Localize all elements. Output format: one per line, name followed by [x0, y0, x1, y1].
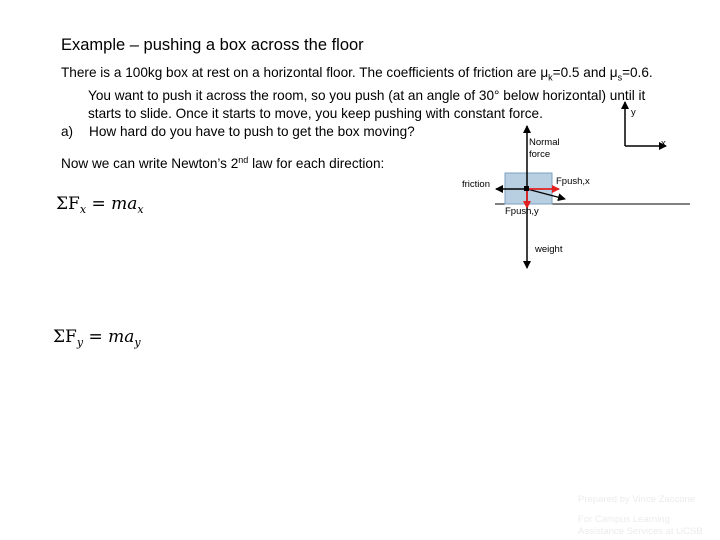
footer-credit: Prepared by Vince Zaccone — [578, 494, 696, 505]
push-x-label: Fpush,x — [556, 176, 590, 187]
weight-label: weight — [535, 244, 563, 255]
box-center-point — [524, 186, 529, 191]
axis-x-label: x — [661, 138, 666, 149]
push-y-label: Fpush,y — [505, 206, 539, 217]
problem-line-3: starts to slide. Once it starts to move, you keep pushing with constant force. — [88, 105, 543, 121]
problem-line-1: There is a 100kg box at rest on a horizontal floor. The coefficients of friction are $\mu_k=0.5$ and $\mu_s=0.6$. — [61, 65, 653, 83]
question-text: How hard do you have to push to get the box moving? — [89, 124, 415, 139]
axis-y-label: y — [631, 107, 636, 118]
normal-force-label-line1: Normal — [529, 137, 560, 148]
normal-force-label-line2: force — [529, 149, 551, 160]
friction-label: friction — [462, 179, 490, 190]
equation-y: $\Sigma F_y = ma_y$ — [53, 327, 141, 349]
slide-title: Example – pushing a box across the floor — [61, 36, 364, 54]
problem-line-2: You want to push it across the room, so you push (at an angle of 30° below horizontal) until it — [88, 88, 646, 104]
question-marker: a) — [61, 124, 74, 139]
equation-x: $\Sigma F_x = ma_x$ — [56, 194, 144, 216]
footer-affiliation: For Campus Learning Assistance Services at UCSB — [578, 514, 703, 537]
coordinate-axes — [625, 102, 666, 149]
newton-intro: Now we can write Newton’s 2nd law for each direction: — [61, 155, 385, 171]
